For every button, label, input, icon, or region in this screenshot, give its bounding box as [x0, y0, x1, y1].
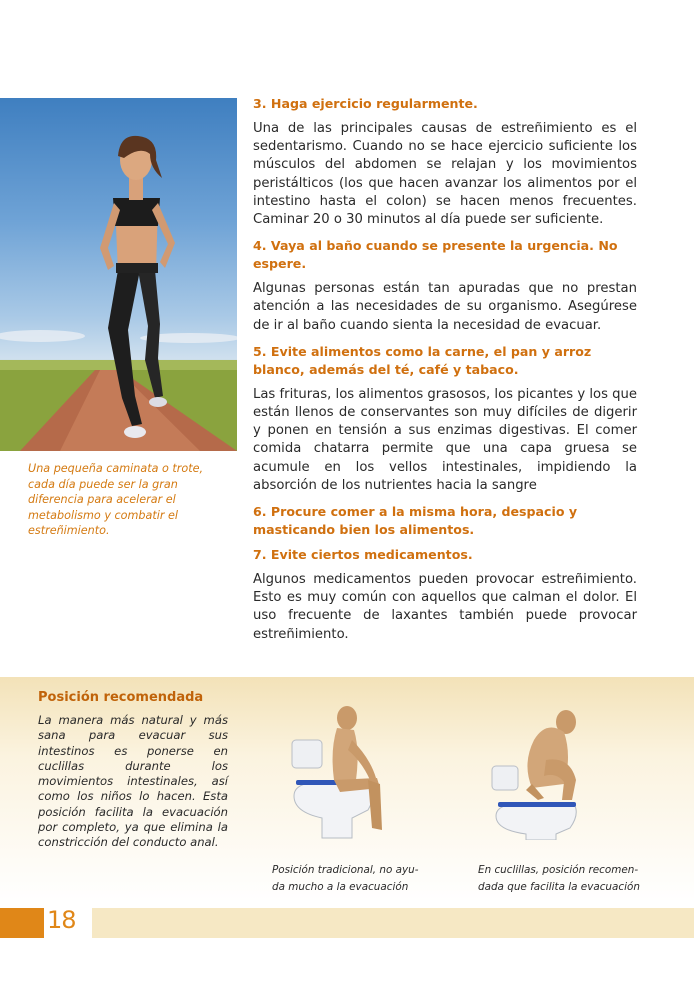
section-heading-3: 3. Haga ejercicio regularmente. [253, 96, 478, 111]
figure-caption-sitting [272, 862, 432, 896]
section-heading-6: 6. Procure comer a la misma hora, despacio y masticando bien los alimentos. [253, 504, 578, 538]
person-squatting-toilet-illustration [486, 700, 596, 840]
section-body-3: Una de las principales causas de estreñimiento es el sedentarismo. Cuando no se hace ejercicio suficiente los músculos del abdomen se relajan y los movimientos peristálticos (los que hacen avanzar los alimentos por el intestino hasta el colon) se hacen menos frecuentes. Caminar 20 o 30 minutos al día puede ser suficiente. [253, 121, 637, 228]
figure-caption-squatting-line-1: En cuclillas, posición recomen- [478, 864, 639, 876]
page-number: 18 [47, 906, 76, 934]
figure-caption-sitting-line-1: Posición tradicional, no ayu- [272, 864, 419, 876]
position-panel-text: La manera más natural y más sana para evacuar sus intestinos es ponerse en cuclillas durante los movimientos intestinales, así como los niños lo hacen. Esta posición facilita la evacuación por completo, ya que elimina la constricción del conducto anal. [38, 713, 228, 850]
woman-running-photo [0, 98, 237, 451]
figure-caption-sitting-line-2: da mucho a la evacuación [272, 881, 409, 893]
section-heading-7: 7. Evite ciertos medicamentos. [253, 547, 473, 563]
photo-caption: Una pequeña caminata o trote, cada día puede ser la gran diferencia para acelerar el metabolismo y combatir el estreñimiento. [28, 462, 204, 537]
footer-accent-block [0, 908, 44, 938]
figure-caption-squatting-line-2: dada que facilita la evacuación [478, 881, 640, 893]
running-scene-illustration [0, 98, 237, 451]
section-body-7: Algunos medicamentos pueden provocar estreñimiento. Esto es muy común con aquellos que calman el dolor. El uso frecuente de laxantes también puede provocar estreñimiento. [253, 572, 637, 642]
section-heading-4: 4. Vaya al baño cuando se presente la urgencia. No espere. [253, 238, 618, 272]
person-sitting-toilet-illustration [282, 700, 392, 840]
section-body-4: Algunas personas están tan apuradas que no prestan atención a las necesidades de su organismo. Asegúrese de ir al baño cuando sienta la necesidad de evacuar. [253, 281, 637, 333]
section-heading-5: 5. Evite alimentos como la carne, el pan y arroz blanco, además del té, café y tabaco. [253, 343, 592, 377]
main-text-column [253, 95, 637, 644]
footer-bar [92, 908, 694, 938]
figure-caption-squatting [478, 862, 648, 896]
position-panel-title: Posición recomendada [38, 690, 204, 705]
section-body-5: Las frituras, los alimentos grasosos, los picantes y los que están llenos de conservantes son muy difíciles de digerir y ponen en tensión a sus enzimas digestivas. El comer comida chatarra permite que una capa gruesa se acumule en los vellos intestinales, impidiendo la absorción de los nutrientes hacia la sangre [253, 386, 637, 493]
